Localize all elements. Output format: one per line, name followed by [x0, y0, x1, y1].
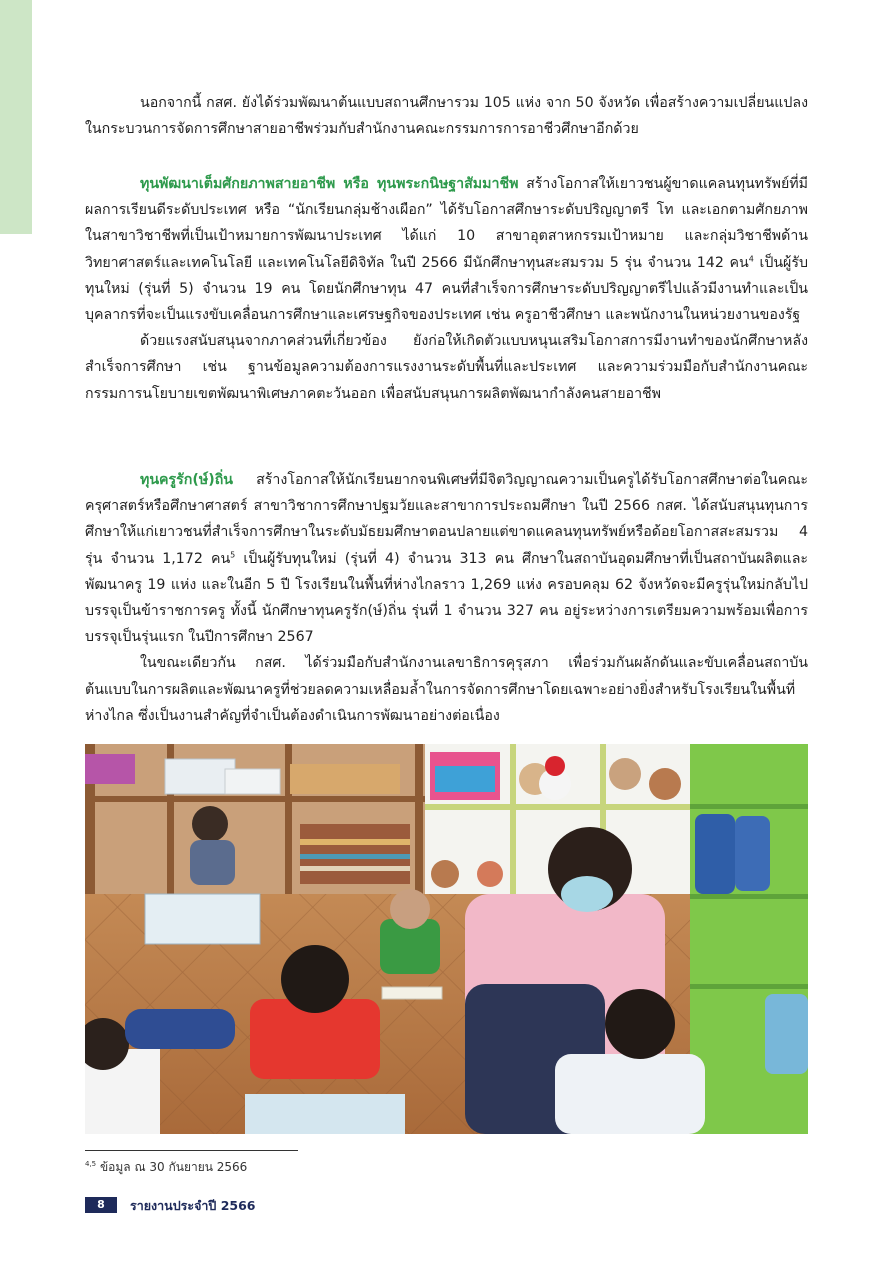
teacher-scholarship-heading: ทุนครูรัก(ษ์)ถิ่น [140, 472, 233, 488]
vocational-body-part-a: สร้างโอกาสให้เยาวชนผู้ขาดแคลนทุนทรัพย์ที่มีผลการเรียนดีระดับประเทศ หรือ “นักเรียนกลุ่มช้างเผือก” ได้รับโอกาสศึกษาระดับปริญญาตรี โท และเอกตามศักยภาพ ในสาขาวิชาชีพที่เป็นเป้าหมายการพัฒนาประเทศ ได้แก่ 10 สาขาอุตสาหกรรมเป้าหมาย และกลุ่มวิชาชีพด้านวิทยาศาสตร์และเทคโนโลยี และเทคโนโลยีดิจิทัล ในปี 2566 มีนักศึกษาทุนสะสมรวม 5 รุ่น จำนวน 142 คน [85, 176, 808, 271]
teacher-body-part-a: สร้างโอกาสให้นักเรียนยากจนพิเศษที่มีจิตวิญญาณความเป็นครูได้รับโอกาสศึกษาต่อในคณะครุศาสตร์หรือศึกษาศาสตร์ สาขาวิชาการศึกษาปฐมวัยและสาขาการประถมศึกษา ในปี 2566 กสศ. ได้สนับสนุนทุนการศึกษาให้แก่เยาวชนที่สำเร็จการศึกษาในระดับมัธยมศึกษาตอนปลายแต่ขาดแคลนทุนทรัพย์หรือด้อยโอกาสสะสมรวม 4 รุ่น จำนวน 1,172 คน [85, 472, 808, 567]
vocational-paragraph-2: ด้วยแรงสนับสนุนจากภาคส่วนที่เกี่ยวข้อง ยังก่อให้เกิดตัวแบบหนุนเสริมโอกาสการมีงานทำของนักศึกษาหลังสำเร็จการศึกษา เช่น ฐานข้อมูลความต้องการแรงงานระดับพื้นที่และประเทศ และความร่วมมือกับสำนักงานคณะกรรมการนโยบายเขตพัฒนาพิเศษภาคตะวันออก เพื่อสนับสนุนการผลิตพัฒนากำลังคนสายอาชีพ [85, 333, 808, 402]
footnote-divider [85, 1150, 298, 1151]
classroom-photo-illustration [85, 744, 808, 1134]
footnote-ref-5: 5 [230, 549, 236, 559]
vocational-paragraph-1 [85, 171, 808, 328]
vocational-scholarship-heading: ทุนพัฒนาเต็มศักยภาพสายอาชีพ หรือ ทุนพระกนิษฐาสัมมาชีพ [140, 176, 519, 192]
teacher-paragraph-2: ในขณะเดียวกัน กสศ. ได้ร่วมมือกับสำนักงานเลขาธิการคุรุสภา เพื่อร่วมกันผลักดันและขับเคลื่อนสถาบันต้นแบบในการผลิตและพัฒนาครูที่ช่วยลดความเหลื่อมล้ำในการจัดการศึกษาโดยเฉพาะอย่างยิ่งสำหรับโรงเรียนในพื้นที่ห่างไกล ซึ่งเป็นงานสำคัญที่จำเป็นต้องดำเนินการพัฒนาอย่างต่อเนื่อง [85, 655, 808, 724]
footnote-text: ข้อมูล ณ 30 กันยายน 2566 [96, 1160, 248, 1174]
footnote-numbers: 4,5 [85, 1160, 97, 1168]
footnote-ref-4: 4 [748, 253, 754, 263]
intro-section [85, 90, 808, 142]
teacher-paragraph-1 [85, 467, 808, 650]
vocational-body-part-b: เป็นผู้รับทุนใหม่ (รุ่นที่ 5) จำนวน 19 คน โดยนักศึกษาทุน 47 คนที่สำเร็จการศึกษาระดับปริญญาตรีไปแล้วมีงานทำและเป็นบุคลากรที่จะเป็นแรงขับเคลื่อนการศึกษาและเศรษฐกิจของประเทศ เช่น ครูอาชีวศึกษา และพนักงานในหน่วยงานของรัฐ [85, 254, 808, 324]
side-tab-decoration [0, 0, 32, 234]
intro-paragraph: นอกจากนี้ กสศ. ยังได้ร่วมพัฒนาต้นแบบสถานศึกษารวม 105 แห่ง จาก 50 จังหวัด เพื่อสร้างความเปลี่ยนแปลงในกระบวนการจัดการศึกษาสายอาชีพร่วมกับสำนักงานคณะกรรมการการอาชีวศึกษาอีกด้วย [85, 95, 808, 138]
teacher-body-part-b: เป็นผู้รับทุนใหม่ (รุ่นที่ 4) จำนวน 313 คน ศึกษาในสถาบันอุดมศึกษาที่เป็นสถาบันผลิตและพัฒนาครู 19 แห่ง และในอีก 5 ปี โรงเรียนในพื้นที่ห่างไกลราว 1,269 แห่ง ครอบคลุม 62 จังหวัดจะมีครูรุ่นใหม่กลับไปบรรจุเป็นข้าราชการครู ทั้งนี้ นักศึกษาทุนครูรัก(ษ์)ถิ่น รุ่นที่ 1 จำนวน 327 คน อยู่ระหว่างการเตรียมความพร้อมเพื่อการบรรจุเป็นรุ่นแรก ในปีการศึกษา 2567 [85, 550, 809, 646]
report-title: รายงานประจำปี 2566 [130, 1198, 256, 1213]
classroom-photo [85, 744, 808, 1134]
teacher-scholarship-section [85, 467, 808, 729]
page-number: 8 [85, 1197, 117, 1213]
footnote [85, 1158, 247, 1177]
vocational-scholarship-section [85, 171, 808, 407]
